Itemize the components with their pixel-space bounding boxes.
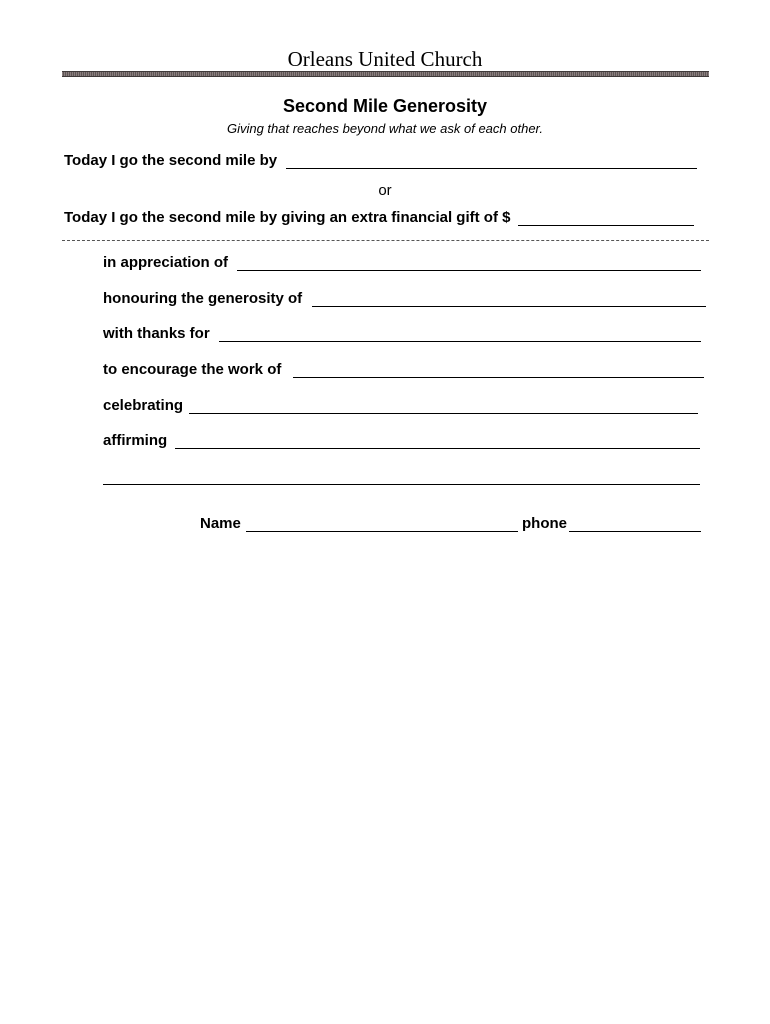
form-subtitle: Giving that reaches beyond what we ask of each other. (226, 121, 544, 136)
prompt-encourage-label: to encourage the work of (103, 361, 282, 378)
header-rule (62, 71, 709, 77)
cut-line (62, 240, 709, 241)
celebrating-field[interactable] (189, 413, 698, 414)
second-mile-label: Today I go the second mile by (64, 152, 278, 169)
phone-field[interactable] (569, 531, 701, 532)
affirming-field[interactable] (175, 448, 700, 449)
or-label: or (378, 182, 392, 199)
honouring-field[interactable] (312, 306, 706, 307)
prompt-celebrating-label: celebrating (103, 397, 184, 414)
phone-label: phone (522, 515, 567, 532)
name-label: Name (200, 515, 241, 532)
additional-line-field[interactable] (103, 484, 700, 485)
encourage-field[interactable] (293, 377, 704, 378)
second-mile-field[interactable] (286, 168, 697, 169)
church-name: Orleans United Church (287, 47, 483, 71)
form-title: Second Mile Generosity (282, 96, 488, 116)
prompt-thanks-label: with thanks for (103, 325, 210, 342)
prompt-affirming-label: affirming (103, 432, 168, 449)
prompt-appreciation-label: in appreciation of (103, 254, 229, 271)
financial-gift-label: Today I go the second mile by giving an extra financial gift of $ (64, 209, 511, 226)
name-field[interactable] (246, 531, 518, 532)
financial-gift-amount-field[interactable] (518, 225, 694, 226)
thanks-field[interactable] (219, 341, 701, 342)
prompt-honouring-label: honouring the generosity of (103, 290, 303, 307)
appreciation-field[interactable] (237, 270, 701, 271)
